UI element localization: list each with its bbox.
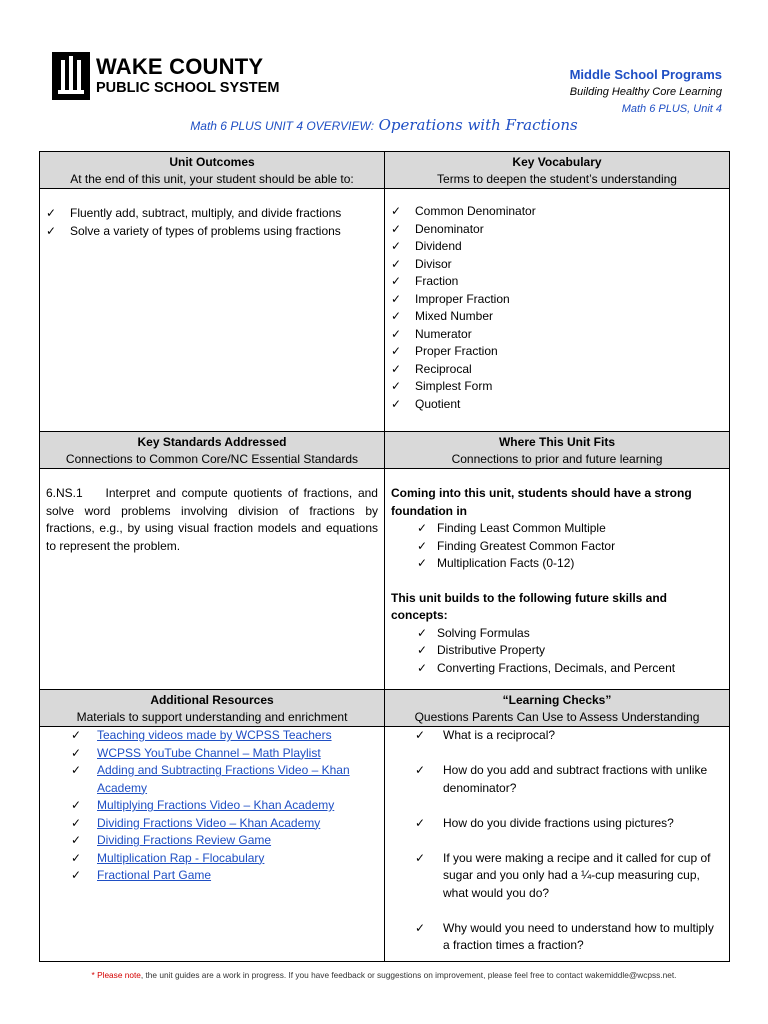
future-intro: This unit builds to the following future skills and concepts: [391, 590, 667, 622]
resources-subheading: Materials to support understanding and enrichment [76, 710, 348, 724]
resources-heading: Additional Resources [150, 693, 274, 707]
vocab-item: ✓ Mixed Number [391, 308, 723, 326]
resource-link[interactable]: Teaching videos made by WCPSS Teachers [97, 728, 332, 742]
vocab-item: ✓ Denominator [391, 221, 723, 239]
title-topic: Operations with Fractions [378, 116, 578, 134]
vocab-item: ✓ Divisor [391, 256, 723, 274]
prior-intro: Coming into this unit, students should have a strong foundation in [391, 486, 692, 518]
check-icon: ✓ [391, 274, 402, 288]
vocab-item: ✓ Fraction [391, 273, 723, 291]
prior-item: ✓ Multiplication Facts (0-12) [417, 555, 723, 573]
page-title [0, 116, 768, 135]
footer-note-label: * Please note [91, 970, 141, 980]
program-name: Middle School Programs [569, 67, 722, 82]
future-item: ✓ Distributive Property [417, 642, 723, 660]
course-label: Math 6 PLUS, Unit 4 [621, 103, 722, 115]
check-icon: ✓ [71, 798, 82, 812]
check-icon: ✓ [391, 344, 402, 358]
fits-header [385, 432, 730, 469]
outcome-item: ✓ Fluently add, subtract, multiply, and divide fractions [46, 205, 378, 223]
header-info [570, 66, 722, 118]
check-icon: ✓ [391, 379, 402, 393]
check-icon: ✓ [415, 815, 426, 830]
logo-wordmark: WAKE COUNTY [96, 54, 264, 79]
footer-note-text: , the unit guides are a work in progress. If you have feedback or suggestions on improvement, please feel free to contact wakemiddle@wcpss.net. [140, 970, 677, 980]
checks-header [385, 690, 730, 727]
check-icon: ✓ [417, 556, 428, 570]
resource-link[interactable]: Adding and Subtracting Fractions Video – Khan Academy [97, 763, 350, 795]
district-building-icon [52, 52, 90, 100]
fits-heading: Where This Unit Fits [498, 435, 615, 449]
check-icon: ✓ [391, 239, 402, 253]
vocab-item: ✓ Common Denominator [391, 203, 723, 221]
check-icon: ✓ [417, 660, 428, 675]
checks-heading: “Learning Checks” [502, 693, 612, 707]
check-icon: ✓ [415, 920, 426, 935]
resource-item [71, 867, 378, 885]
resource-link[interactable]: Multiplication Rap - Flocabulary [97, 850, 265, 865]
check-icon: ✓ [391, 326, 402, 341]
vocab-item: ✓ Dividend [391, 238, 723, 256]
outcomes-header [40, 152, 385, 189]
check-icon: ✓ [415, 850, 426, 865]
outcome-item: ✓ Solve a variety of types of problems using fractions [46, 223, 378, 241]
fits-cell [385, 469, 730, 690]
check-icon: ✓ [391, 396, 402, 411]
footer-note [0, 970, 768, 980]
check-icon: ✓ [46, 223, 57, 238]
outcomes-cell [40, 189, 385, 432]
check-question: ✓ How do you add and subtract fractions with unlike denominator? [415, 763, 708, 795]
resource-link[interactable]: Dividing Fractions Review Game [97, 833, 272, 847]
vocab-item: ✓ Improper Fraction [391, 291, 723, 309]
check-icon: ✓ [391, 256, 402, 271]
standard-code: 6.NS.1 [46, 486, 83, 500]
vocabulary-subheading: Terms to deepen the student’s understanding [437, 172, 677, 186]
resource-link[interactable]: Multiplying Fractions Video – Khan Academy [97, 798, 335, 812]
resource-link[interactable]: Fractional Part Game [97, 868, 212, 882]
check-icon: ✓ [391, 221, 402, 236]
resource-link[interactable]: WCPSS YouTube Channel – Math Playlist [97, 745, 321, 760]
vocabulary-cell [385, 189, 730, 432]
check-icon: ✓ [71, 815, 82, 830]
check-question: ✓ Why would you need to understand how to multiply a fraction times a fraction? [415, 920, 714, 952]
resource-item [71, 815, 378, 833]
checks-cell [385, 727, 730, 962]
check-icon: ✓ [71, 763, 82, 777]
future-item: ✓ Converting Fractions, Decimals, and Percent [417, 660, 723, 678]
resources-header [40, 690, 385, 727]
title-prefix: Math 6 PLUS UNIT 4 OVERVIEW: [190, 119, 375, 133]
vocab-item: ✓ Numerator [391, 326, 723, 344]
check-question: ✓ What is a reciprocal? [415, 727, 723, 745]
resource-item [71, 745, 378, 763]
prior-item: ✓ Finding Greatest Common Factor [417, 538, 723, 556]
check-question: ✓ How do you divide fractions using pictures? [415, 815, 723, 833]
check-icon: ✓ [417, 625, 428, 640]
check-icon: ✓ [417, 643, 428, 657]
standards-subheading: Connections to Common Core/NC Essential Standards [65, 452, 359, 466]
check-icon: ✓ [46, 206, 57, 220]
check-icon: ✓ [391, 291, 402, 306]
check-icon: ✓ [71, 745, 82, 760]
wcpss-logo [52, 52, 280, 100]
tagline: Building Healthy Core Learning [569, 86, 722, 98]
vocab-item: ✓ Reciprocal [391, 361, 723, 379]
resource-item [71, 727, 378, 745]
check-icon: ✓ [71, 850, 82, 865]
resource-item [71, 762, 378, 797]
resource-item [71, 832, 378, 850]
logo-subtitle: PUBLIC SCHOOL SYSTEM [96, 80, 280, 96]
check-icon: ✓ [391, 309, 402, 323]
standards-header [40, 432, 385, 469]
standards-cell [40, 469, 385, 690]
resources-cell [40, 727, 385, 962]
check-icon: ✓ [415, 763, 426, 777]
overview-table [39, 151, 730, 962]
standard-description: Interpret and compute quotients of fractions, and solve word problems involving division of fractions by fractions, e.g., by using visual fraction models and equations to represent the problem. [46, 486, 378, 553]
check-icon: ✓ [415, 728, 426, 742]
future-item: ✓ Solving Formulas [417, 625, 723, 643]
outcomes-subheading: At the end of this unit, your student should be able to: [70, 172, 354, 186]
resource-item [71, 850, 378, 868]
vocab-item: ✓ Simplest Form [391, 378, 723, 396]
vocab-item: ✓ Proper Fraction [391, 343, 723, 361]
outcomes-heading: Unit Outcomes [169, 155, 255, 169]
checks-subheading: Questions Parents Can Use to Assess Understanding [414, 710, 700, 724]
vocabulary-header [385, 152, 730, 189]
prior-item: ✓ Finding Least Common Multiple [417, 520, 723, 538]
check-icon: ✓ [391, 361, 402, 376]
vocab-item: ✓ Quotient [391, 396, 723, 414]
resource-item [71, 797, 378, 815]
check-icon: ✓ [391, 204, 402, 218]
fits-subheading: Connections to prior and future learning [451, 452, 663, 466]
check-icon: ✓ [71, 868, 82, 882]
standards-heading: Key Standards Addressed [137, 435, 287, 449]
check-icon: ✓ [417, 538, 428, 553]
resource-link[interactable]: Dividing Fractions Video – Khan Academy [97, 815, 321, 830]
check-icon: ✓ [71, 833, 82, 847]
standard-text [40, 469, 384, 555]
check-icon: ✓ [417, 521, 428, 535]
check-question: ✓ If you were making a recipe and it called for cup of sugar and you only had a ¼-cup measuring cup, what would you do? [415, 850, 711, 900]
vocabulary-heading: Key Vocabulary [512, 155, 602, 169]
check-icon: ✓ [71, 728, 82, 742]
